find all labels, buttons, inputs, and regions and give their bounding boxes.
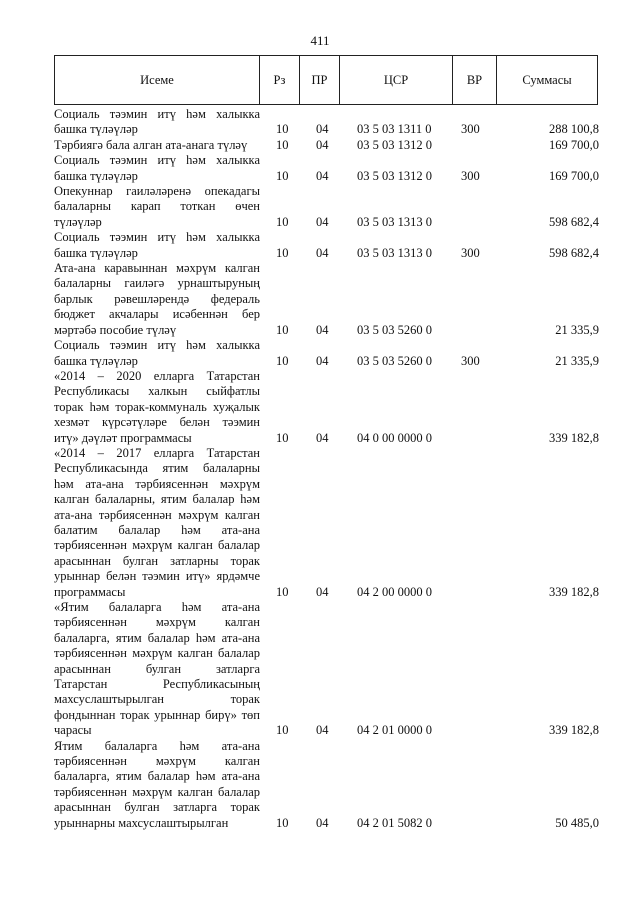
row-pr: 04 — [316, 168, 329, 183]
row-name-line: башка түләүләр — [54, 122, 138, 137]
table-row — [54, 153, 599, 184]
row-name-line: Татарстан Республикасының — [54, 677, 260, 692]
row-name-line: урыннар белән тәэмин итү» ярдәмче — [54, 569, 260, 584]
row-csr: 03 5 03 5260 0 — [357, 322, 432, 337]
row-name-line: бюджет акчалары исәбеннән бер — [54, 307, 260, 322]
row-name-line: программасы — [54, 584, 126, 599]
column-header-csr: ЦСР — [340, 56, 453, 105]
row-pr: 04 — [316, 214, 329, 229]
row-name — [54, 369, 260, 446]
row-vr: 300 — [461, 168, 480, 183]
row-vr: 300 — [461, 353, 480, 368]
row-sum: 288 100,8 — [549, 122, 599, 137]
row-sum: 169 700,0 — [549, 137, 599, 152]
row-rz: 10 — [276, 168, 289, 183]
row-name-line: балаларга, ятим балалар һәм ата-ана — [54, 769, 260, 784]
row-name — [54, 138, 260, 153]
row-pr: 04 — [316, 122, 329, 137]
column-header-sum: Суммасы — [497, 56, 598, 105]
row-pr: 04 — [316, 815, 329, 830]
row-rz: 10 — [276, 137, 289, 152]
column-header-name: Исеме — [55, 56, 260, 105]
row-name-line: балаларны гаиләгә урнаштыруның — [54, 276, 260, 291]
table-row — [54, 261, 599, 338]
table-row — [54, 138, 599, 153]
row-pr: 04 — [316, 353, 329, 368]
row-name-line: һәм ата-ана тәрбиясеннән мәхрүм — [54, 476, 260, 491]
row-csr: 03 5 03 1313 0 — [357, 214, 432, 229]
row-name-line: балаларны карап тоткан өчен — [54, 199, 260, 214]
row-name-line: башка түләүләр — [54, 353, 138, 368]
row-name — [54, 446, 260, 600]
column-header-pr: ПР — [300, 56, 340, 105]
row-name — [54, 230, 260, 261]
row-rz: 10 — [276, 815, 289, 830]
column-header-vr: ВР — [453, 56, 497, 105]
row-name — [54, 184, 260, 230]
row-name-line: ата-ана тәрбиясеннән мәхрүм калган — [54, 507, 260, 522]
row-name-line: «2014 – 2020 елларга Татарстан — [54, 368, 260, 383]
row-name-line: чарасы — [54, 723, 92, 738]
row-name-line: арасыннан булган затларга — [54, 661, 260, 676]
row-pr: 04 — [316, 723, 329, 738]
table-row — [54, 338, 599, 369]
row-csr: 03 5 03 1313 0 — [357, 245, 432, 260]
column-header-rz: Рз — [260, 56, 300, 105]
row-name-line: тәрбиясеннән мәхрүм калган балалар — [54, 784, 260, 799]
row-pr: 04 — [316, 137, 329, 152]
row-csr: 03 5 03 1312 0 — [357, 137, 432, 152]
row-csr: 04 2 00 0000 0 — [357, 584, 432, 599]
table-header — [54, 55, 598, 105]
row-csr: 04 2 01 5082 0 — [357, 815, 432, 830]
table-row — [54, 107, 599, 138]
row-name-line: хезмәт күрсәтүләре белән тәэмин — [54, 415, 260, 430]
row-name-line: фондыннан торак урыннар бирү» төп — [54, 707, 260, 722]
row-name — [54, 338, 260, 369]
row-name-line: мәртәбә пособие түләү — [54, 322, 177, 337]
row-name-line: махсуслаштырылган торак — [54, 692, 260, 707]
row-name-line: түләүләр — [54, 214, 102, 229]
page-number: 411 — [310, 33, 330, 48]
row-csr: 03 5 03 5260 0 — [357, 353, 432, 368]
row-sum: 21 335,9 — [555, 322, 599, 337]
row-csr: 03 5 03 1311 0 — [357, 122, 432, 137]
row-name-line: барлык рәвешләрендә федераль — [54, 291, 260, 306]
row-name-line: башка түләүләр — [54, 168, 138, 183]
row-sum: 339 182,8 — [549, 723, 599, 738]
row-name-line: урыннарны махсуслаштырылган — [54, 815, 229, 830]
row-name-line: арасыннан булган затларны торак — [54, 553, 260, 568]
row-name-line: тәрбиясеннән мәхрүм калган балалар — [54, 646, 260, 661]
row-rz: 10 — [276, 122, 289, 137]
row-name — [54, 261, 260, 338]
table-row — [54, 184, 599, 230]
row-name-line: Социаль тәэмин итү һәм халыкка — [54, 230, 260, 245]
row-rz: 10 — [276, 322, 289, 337]
row-csr: 03 5 03 1312 0 — [357, 168, 432, 183]
row-name-line: торак һәм торак-коммуналь хуҗалык — [54, 399, 260, 414]
row-name-line: балаларга, ятим балалар һәм ата-ана — [54, 630, 260, 645]
table-row — [54, 446, 599, 600]
row-name-line: «2014 – 2017 елларга Татарстан — [54, 445, 260, 460]
table-row — [54, 230, 599, 261]
row-pr: 04 — [316, 245, 329, 260]
row-name-line: итү» дәүләт программасы — [54, 430, 192, 445]
row-name — [54, 107, 260, 138]
row-csr: 04 2 01 0000 0 — [357, 723, 432, 738]
table-row — [54, 600, 599, 739]
row-name-line: Республикасында ятим балаларны — [54, 461, 260, 476]
row-rz: 10 — [276, 245, 289, 260]
row-sum: 339 182,8 — [549, 430, 599, 445]
row-sum: 339 182,8 — [549, 584, 599, 599]
row-vr: 300 — [461, 122, 480, 137]
row-pr: 04 — [316, 584, 329, 599]
row-name — [54, 739, 260, 831]
row-sum: 169 700,0 — [549, 168, 599, 183]
row-rz: 10 — [276, 353, 289, 368]
row-sum: 21 335,9 — [555, 353, 599, 368]
row-name-line: калган балаларны, ятим балалар һәм — [54, 492, 260, 507]
row-name-line: Социаль тәэмин итү һәм халыкка — [54, 153, 260, 168]
row-name-line: Ятим балаларга һәм ата-ана — [54, 738, 260, 753]
row-name-line: тәрбиясеннән мәхрүм калган балалар — [54, 538, 260, 553]
row-rz: 10 — [276, 723, 289, 738]
row-name-line: Тәрбиягә бала алган ата-анага түләү — [54, 137, 248, 152]
row-name-line: Опекуннар гаиләләренә опекадагы — [54, 184, 260, 199]
row-name-line: Социаль тәэмин итү һәм халыкка — [54, 107, 260, 121]
row-csr: 04 0 00 0000 0 — [357, 430, 432, 445]
row-name-line: тәрбиясеннән мәхрүм калган — [54, 615, 260, 630]
row-name-line: башка түләүләр — [54, 245, 138, 260]
row-name-line: Ата-ана каравыннан мәхрүм калган — [54, 261, 260, 276]
row-name-line: Республикасы халкын сыйфатлы — [54, 384, 260, 399]
row-name-line: «Ятим балаларга һәм ата-ана — [54, 600, 260, 614]
row-sum: 598 682,4 — [549, 245, 599, 260]
row-rz: 10 — [276, 430, 289, 445]
budget-table-body — [54, 107, 599, 831]
row-name — [54, 600, 260, 739]
row-name-line: Социаль тәэмин итү һәм халыкка — [54, 338, 260, 353]
row-name-line: арасыннан булган затларга торак — [54, 800, 260, 815]
row-rz: 10 — [276, 584, 289, 599]
row-name-line: балатим балалар һәм ата-ана — [54, 522, 260, 537]
row-name-line: тәрбиясеннән мәхрүм калган — [54, 754, 260, 769]
row-name — [54, 153, 260, 184]
row-vr: 300 — [461, 245, 480, 260]
row-sum: 50 485,0 — [555, 815, 599, 830]
row-pr: 04 — [316, 322, 329, 337]
table-row — [54, 739, 599, 831]
table-row — [54, 369, 599, 446]
row-rz: 10 — [276, 214, 289, 229]
row-pr: 04 — [316, 430, 329, 445]
row-sum: 598 682,4 — [549, 214, 599, 229]
